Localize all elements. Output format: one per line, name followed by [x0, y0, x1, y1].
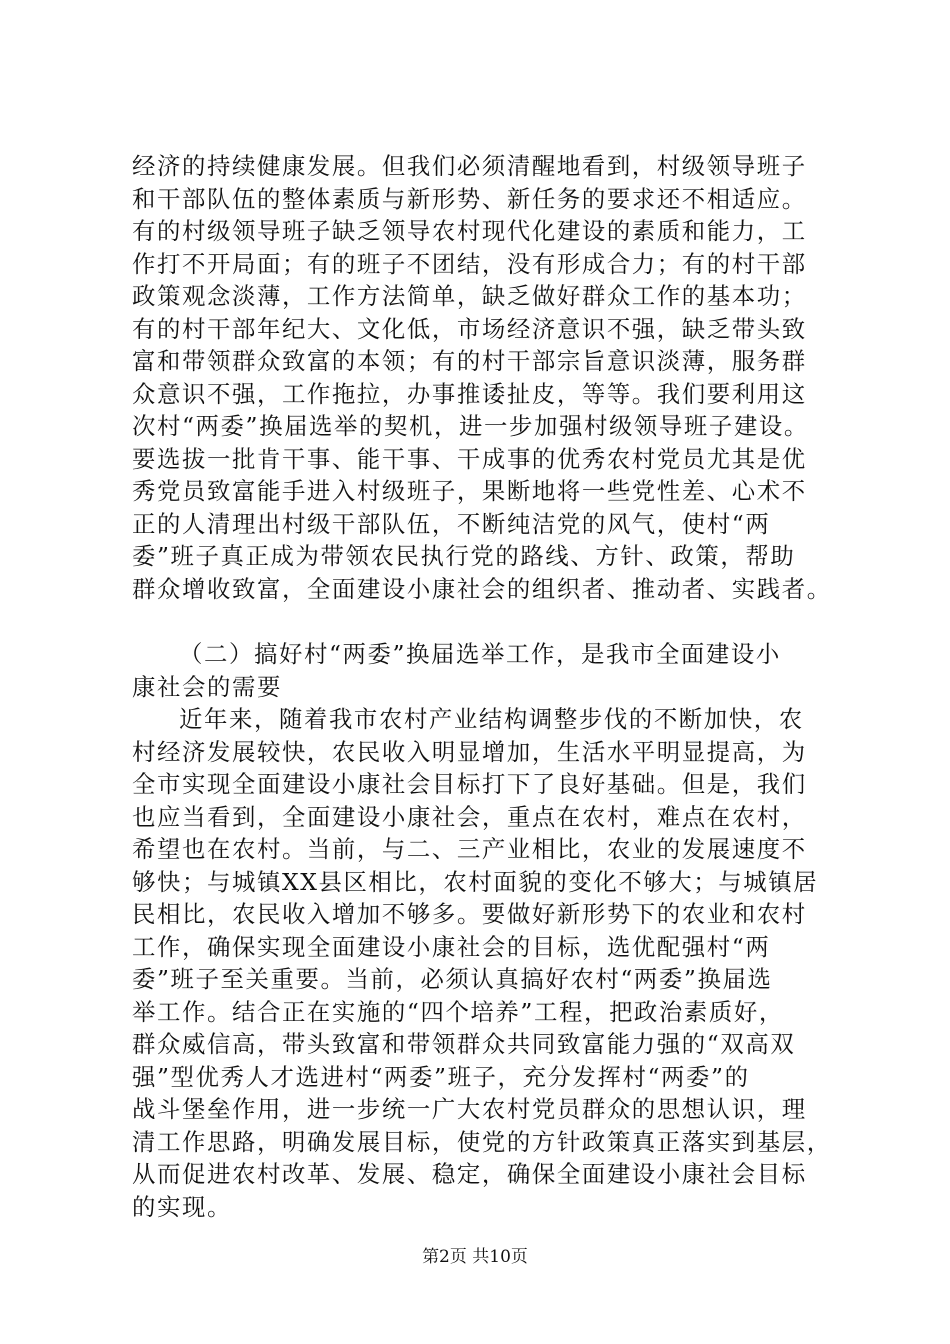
text-line: 群众威信高，带头致富和带领群众共同致富能力强的“双高双: [132, 1030, 796, 1058]
text-line: 有的村级领导班子缺乏领导农村现代化建设的素质和能力，工: [132, 217, 807, 245]
text-line: 近年来，随着我市农村产业结构调整步伐的不断加快，农: [179, 705, 804, 733]
heading-line: （二）搞好村“两委”换届选举工作，是我市全面建设小: [179, 640, 781, 668]
text-line: 工作，确保实现全面建设小康社会的目标，选优配强村“两: [132, 932, 771, 961]
text-line: 希望也在农村。当前，与二、三产业相比，农业的发展速度不: [132, 835, 807, 863]
text-line: 群众增收致富，全面建设小康社会的组织者、推动者、实践者。: [132, 574, 832, 603]
text-line: 作打不开局面；有的班子不团结，没有形成合力；有的村干部: [132, 249, 807, 278]
page-number-footer: 第2页 共10页: [422, 1247, 528, 1267]
text-line: 也应当看到，全面建设小康社会，重点在农村，难点在农村，: [132, 802, 807, 831]
text-line: 和干部队伍的整体素质与新形势、新任务的要求还不相适应。: [132, 184, 807, 213]
text-line: 民相比，农民收入增加不够多。要做好新形势下的农业和农村: [132, 900, 807, 928]
paragraph-gap: [132, 605, 842, 638]
document-body: [132, 150, 842, 1223]
text-line: 经济的持续健康发展。但我们必须清醒地看到，村级领导班子: [132, 152, 807, 180]
text-line: 全市实现全面建设小康社会目标打下了良好基础。但是，我们: [132, 770, 807, 798]
text-line: 的实现。: [132, 1192, 232, 1221]
text-line: 战斗堡垒作用，进一步统一广大农村党员群众的思想认识，理: [132, 1095, 807, 1123]
text-line: 次村“两委”换届选举的契机，进一步加强村级领导班子建设。: [132, 412, 809, 440]
text-line: 委”班子真正成为带领农民执行党的路线、方针、政策，帮助: [132, 542, 796, 570]
text-line: 清工作思路，明确发展目标，使党的方针政策真正落实到基层，: [132, 1127, 832, 1156]
text-line: 要选拔一批肯干事、能干事、干成事的优秀农村党员尤其是优: [132, 444, 807, 473]
text-line: 正的人清理出村级干部队伍，不断纯洁党的风气，使村“两: [132, 509, 771, 538]
text-line: 政策观念淡薄，工作方法简单，缺乏做好群众工作的基本功；: [132, 282, 807, 310]
text-line: 委”班子至关重要。当前，必须认真搞好农村“两委”换届选: [132, 965, 773, 993]
paragraph-continuation: [132, 150, 842, 605]
text-line: 举工作。结合正在实施的“四个培养”工程，把政治素质好，: [132, 997, 784, 1026]
text-line: 有的村干部年纪大、文化低，市场经济意识不强，缺乏带头致: [132, 314, 807, 343]
heading-line: 康社会的需要: [132, 672, 282, 701]
text-line: 众意识不强，工作拖拉，办事推诿扯皮，等等。我们要利用这: [132, 379, 807, 408]
text-line: 强”型优秀人才选进村“两委”班子，充分发挥村“两委”的: [132, 1062, 750, 1091]
text-line: 村经济发展较快，农民收入明显增加，生活水平明显提高，为: [132, 737, 807, 766]
text-line: 够快；与城镇XX县区相比，农村面貌的变化不够大；与城镇居: [132, 867, 819, 896]
text-line: 富和带领群众致富的本领；有的村干部宗旨意识淡薄，服务群: [132, 347, 807, 375]
text-line: 从而促进农村改革、发展、稳定，确保全面建设小康社会目标: [132, 1160, 807, 1188]
paragraph: [132, 703, 842, 1223]
text-line: 秀党员致富能手进入村级班子，果断地将一些党性差、心术不: [132, 477, 807, 505]
section-heading: [132, 638, 842, 703]
